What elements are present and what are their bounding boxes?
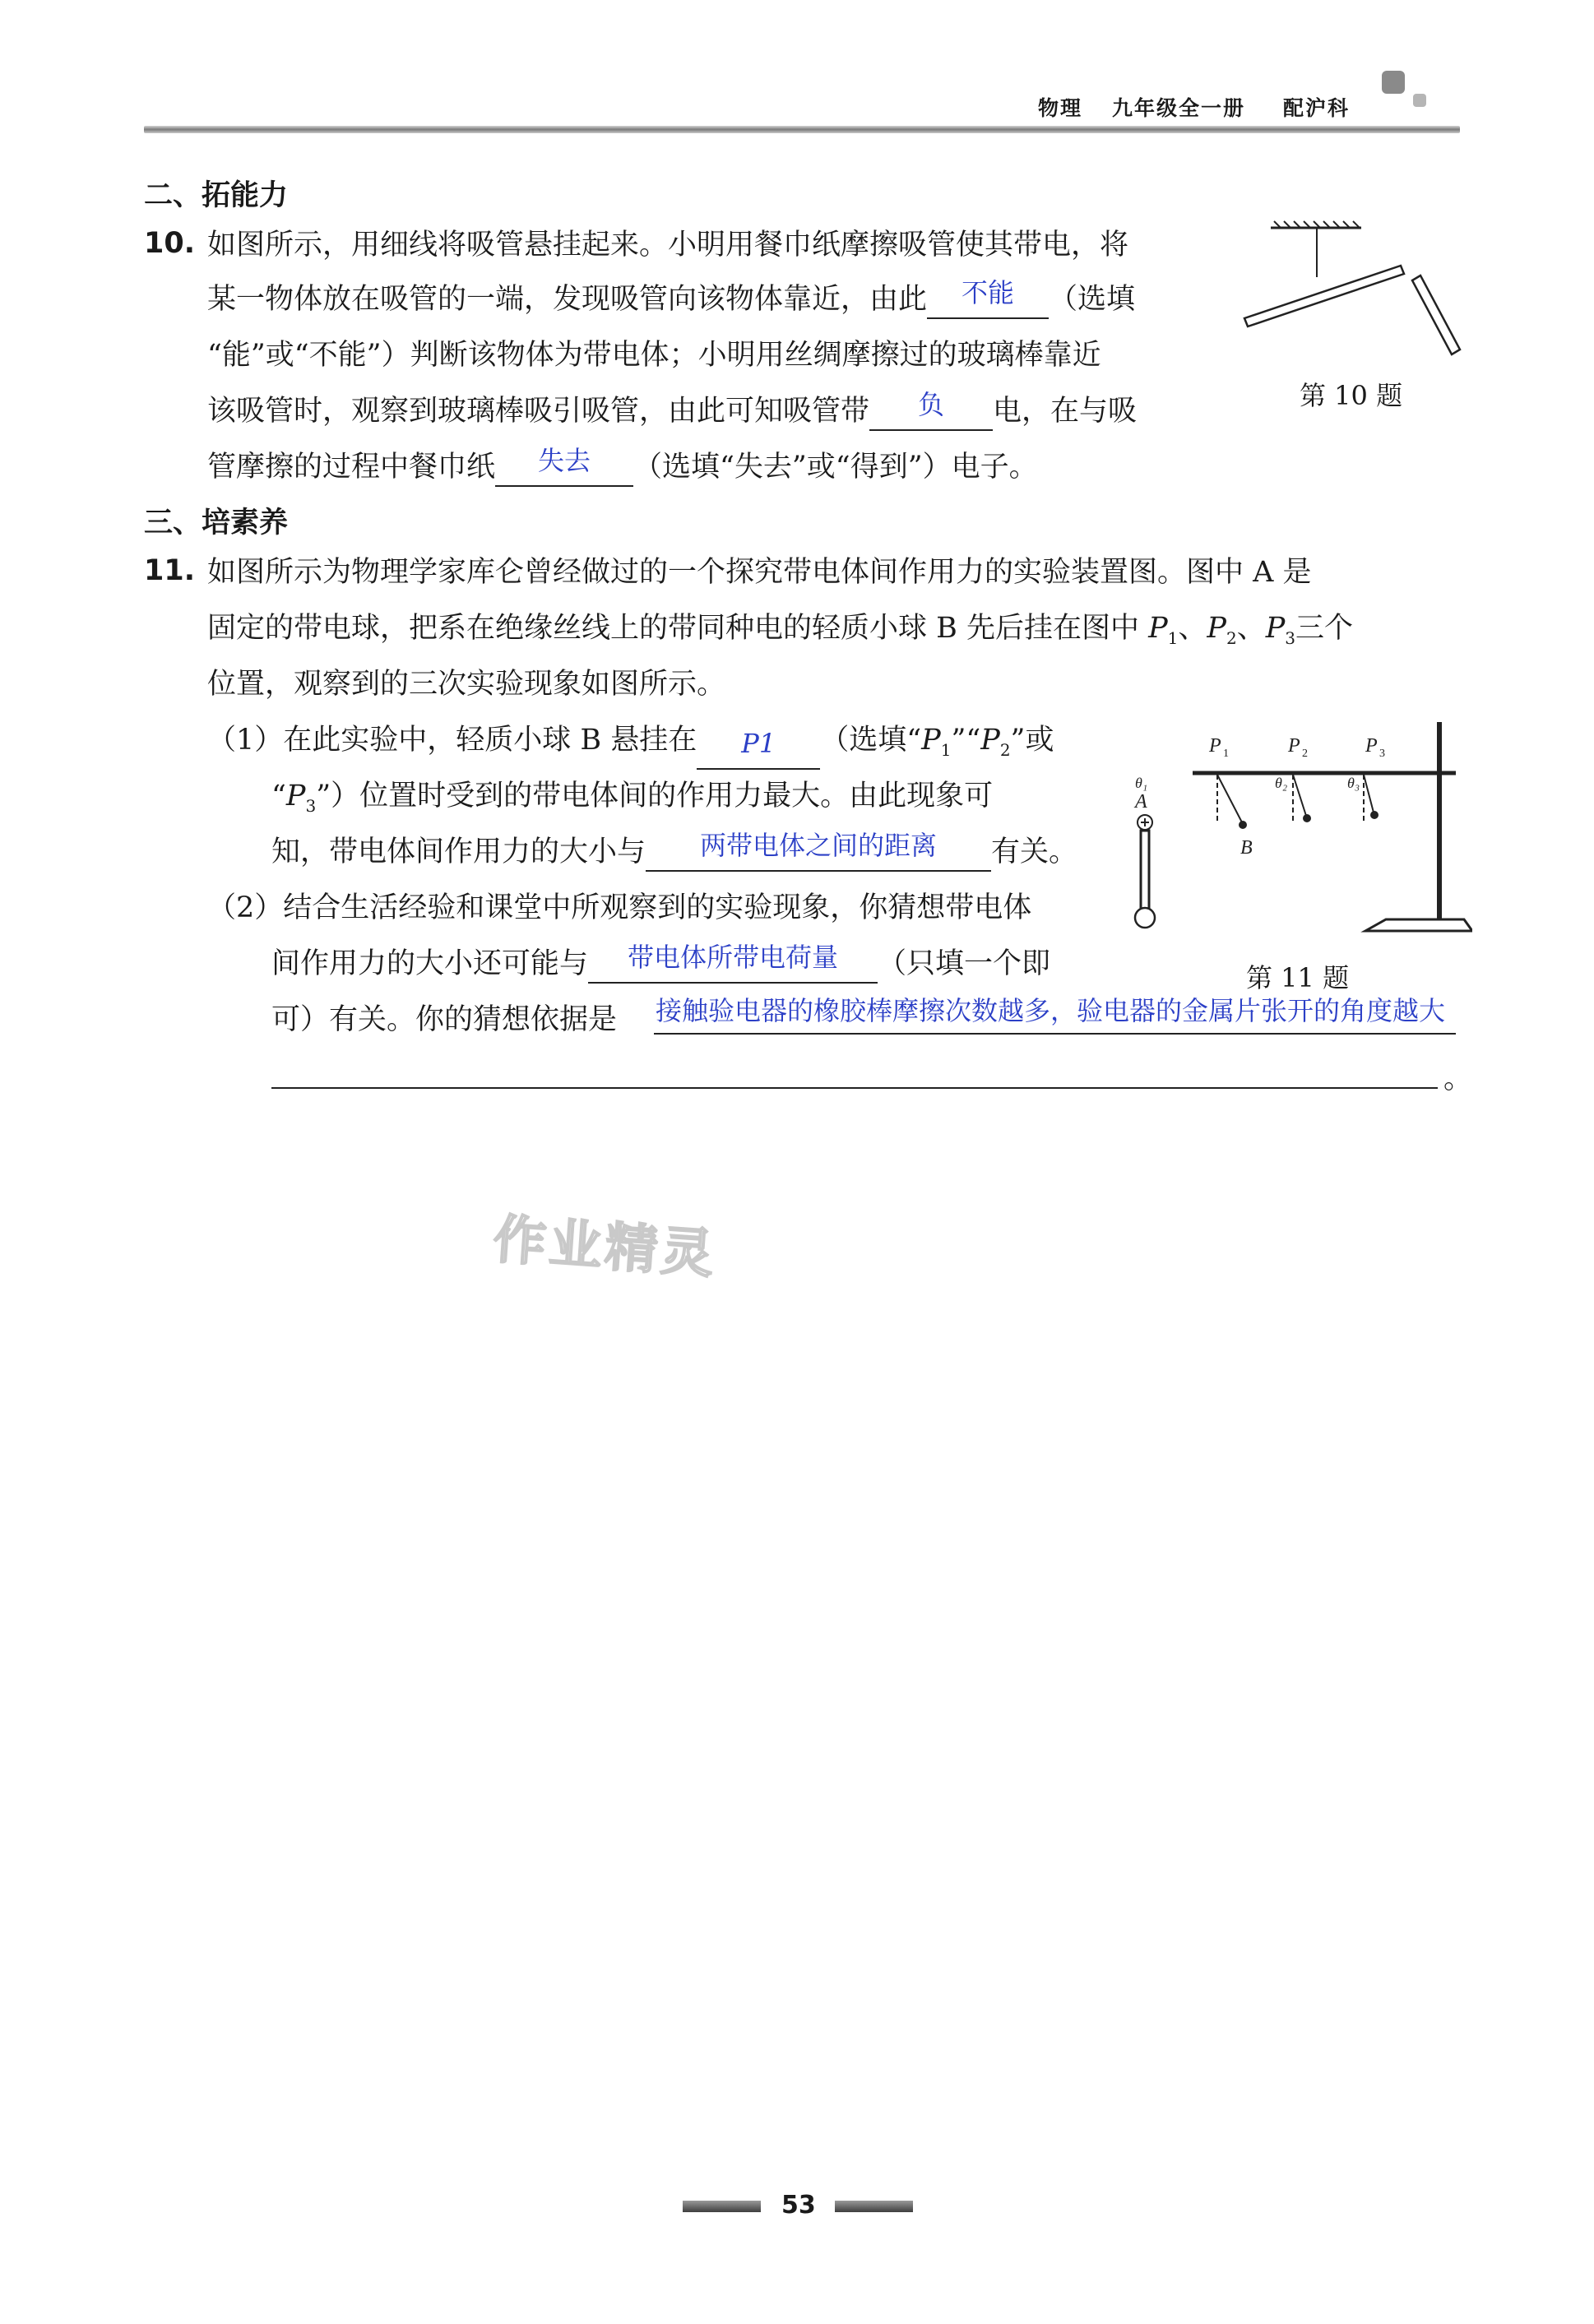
header-rule bbox=[144, 126, 1460, 133]
q10-answer2: 负 bbox=[918, 389, 945, 420]
q10-line4: 该吸管时，观察到玻璃棒吸引吸管，由此可知吸管带 负 电，在与吸 bbox=[207, 391, 1137, 431]
q10-line2: 某一物体放在吸管的一端，发现吸管向该物体靠近，由此 不能 （选填 bbox=[207, 280, 1135, 319]
header-decor-square-small bbox=[1413, 94, 1426, 107]
watermark: 作业精灵 bbox=[491, 1209, 719, 1286]
q11-part1-line3: 知，带电体间作用力的大小与 两带电体之间的距离 有关。 bbox=[271, 832, 1077, 872]
q10-blank3[interactable] bbox=[495, 445, 633, 487]
fig11-base bbox=[1365, 919, 1472, 931]
q11-answer2: 两带电体之间的距离 bbox=[700, 830, 938, 861]
header-subject: 物理 bbox=[1038, 96, 1083, 120]
q11-line3: 位置，观察到的三次实验现象如图所示。 bbox=[207, 668, 726, 701]
q10-blank2[interactable] bbox=[869, 389, 993, 431]
footer-bar-right bbox=[835, 2201, 913, 2212]
fig11-label-b: B bbox=[1240, 837, 1253, 859]
q11-part2-line1: （2）结合生活经验和课堂中所观察到的实验现象，你猜想带电体 bbox=[207, 891, 1032, 924]
fig11-rod-base bbox=[1135, 908, 1155, 928]
header-grade: 九年级全一册 bbox=[1112, 96, 1246, 120]
fig11-theta1: θ₁ bbox=[1135, 775, 1148, 791]
fig11-coulomb-apparatus bbox=[1119, 715, 1472, 946]
q10-number: 10. bbox=[144, 227, 196, 260]
fig11-ball-b-p2 bbox=[1303, 814, 1311, 822]
q11-answer4: 接触验电器的橡胶棒摩擦次数越多，验电器的金属片张开的角度越大 bbox=[656, 995, 1446, 1026]
q11-line2: 固定的带电球，把系在绝缘丝线上的带同种电的轻质小球 B 先后挂在图中 $P_1$、$P_2$、$P_3$三个 bbox=[207, 612, 1354, 648]
fig11-label-p1-sub: 1 bbox=[1223, 748, 1229, 760]
q11-end-mark: 。 bbox=[1443, 1062, 1473, 1095]
fig11-theta2: θ₂ bbox=[1275, 775, 1288, 791]
fig10-straw bbox=[1244, 266, 1404, 326]
q11-part2-line2: 间作用力的大小还可能与 带电体所带电荷量 （只填一个即 bbox=[271, 944, 1050, 984]
fig11-label-a: A bbox=[1135, 791, 1147, 812]
fig11-label-p2: P bbox=[1288, 735, 1300, 757]
q11-blank1[interactable] bbox=[697, 728, 820, 770]
fig11-ball-b-p1 bbox=[1239, 821, 1247, 829]
fig11-ball-b-p3 bbox=[1370, 811, 1379, 819]
q11-part2-line3: 可）有关。你的猜想依据是 bbox=[271, 1003, 618, 1036]
q10-answer1: 不能 bbox=[961, 277, 1015, 308]
section-title-2: 二、拓能力 bbox=[144, 179, 289, 212]
q10-answer3: 失去 bbox=[538, 445, 591, 476]
q10-line3: “能”或“不能”）判断该物体为带电体；小明用丝绸摩擦过的玻璃棒靠近 bbox=[207, 339, 1101, 372]
fig11-theta3: θ₃ bbox=[1347, 775, 1360, 791]
q10-line5: 管摩擦的过程中餐巾纸 失去 （选填“失去”或“得到”）电子。 bbox=[207, 447, 1038, 487]
footer-bar-left bbox=[683, 2201, 761, 2212]
fig11-label-p3-sub: 3 bbox=[1379, 748, 1385, 760]
q11-blank4-line1[interactable] bbox=[654, 1033, 1456, 1035]
q11-number: 11. bbox=[144, 554, 196, 587]
fig11-caption: 第 11 题 bbox=[1246, 962, 1350, 993]
fig11-insulating-rod bbox=[1141, 831, 1149, 910]
q11-blank4-line2[interactable] bbox=[271, 1087, 1438, 1089]
fig10-object bbox=[1412, 275, 1460, 354]
fig11-label-p1: P bbox=[1209, 735, 1221, 757]
fig11-label-p3: P bbox=[1365, 735, 1378, 757]
fig11-label-p2-sub: 2 bbox=[1302, 748, 1308, 760]
q11-answer3: 带电体所带电荷量 bbox=[628, 942, 839, 973]
fig10-caption: 第 10 题 bbox=[1300, 380, 1403, 411]
q11-line1: 如图所示为物理学家库仑曾经做过的一个探究带电体间作用力的实验装置图。图中 A 是 bbox=[207, 556, 1312, 589]
header-decor-square bbox=[1382, 71, 1405, 94]
q11-part1-line2: “$P_3$”）位置时受到的带电体间的作用力最大。由此现象可 bbox=[271, 780, 994, 816]
q11-part1-line1: （1）在此实验中，轻质小球 B 悬挂在 P1 （选填“$P_1”“P_2$”或 bbox=[207, 720, 1054, 770]
section-title-3: 三、培素养 bbox=[144, 507, 289, 539]
q11-blank3[interactable] bbox=[588, 942, 878, 984]
q11-answer1: P1 bbox=[741, 728, 776, 759]
page-number: 53 bbox=[781, 2191, 816, 2220]
q11-blank2[interactable] bbox=[646, 830, 991, 872]
q10-line1: 如图所示，用细线将吸管悬挂起来。小明用餐巾纸摩擦吸管使其带电，将 bbox=[207, 229, 1129, 262]
fig10-ceiling bbox=[1271, 221, 1361, 228]
q10-blank1[interactable] bbox=[927, 277, 1049, 319]
header-edition: 配沪科 bbox=[1283, 96, 1351, 120]
fig10-straw-diagram bbox=[1238, 218, 1485, 366]
